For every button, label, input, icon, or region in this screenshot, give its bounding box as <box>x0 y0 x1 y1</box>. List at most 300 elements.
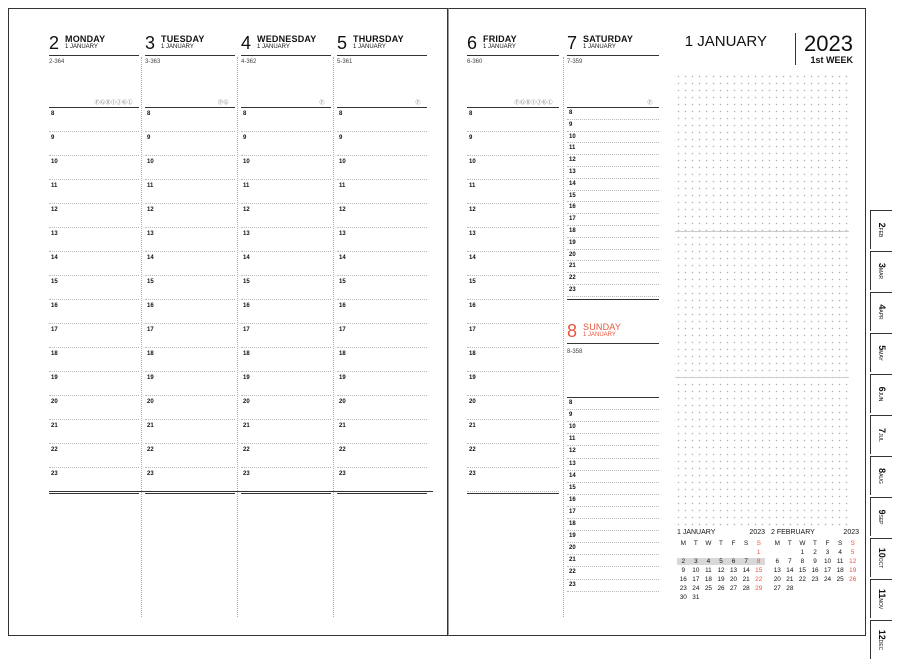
calendar-day: 1 <box>756 549 761 556</box>
hour-line <box>567 566 659 567</box>
hour-label: 9 <box>51 135 55 141</box>
day-month: 1 JANUARY <box>65 44 98 50</box>
hour-label: 17 <box>569 508 576 515</box>
moon-phase-icons: Ⓕ <box>415 100 421 106</box>
day-count: 4-362 <box>241 59 257 65</box>
hour-label: 10 <box>469 159 476 165</box>
calendar-day: 23 <box>811 576 819 583</box>
month-tab[interactable] <box>870 374 892 413</box>
hour-line <box>567 433 659 434</box>
hour-line <box>145 299 235 300</box>
calendar-day <box>715 549 728 556</box>
hour-line <box>145 467 235 468</box>
hour-label: 17 <box>243 327 250 333</box>
mini-calendar-title <box>677 529 765 536</box>
hour-label: 12 <box>243 207 250 213</box>
hour-label: 11 <box>569 145 576 152</box>
notes-divider <box>675 231 849 232</box>
calendar-day: 9 <box>813 558 817 565</box>
calendar-day: 3 <box>825 549 830 556</box>
hour-block-top <box>145 107 235 108</box>
calendar-day: 15 <box>798 567 806 574</box>
hour-line <box>567 579 659 580</box>
hour-label: 9 <box>147 135 151 141</box>
hour-label: 22 <box>243 447 250 453</box>
month-tab[interactable] <box>870 620 892 659</box>
month-tab[interactable] <box>870 333 892 372</box>
hour-line <box>49 371 139 372</box>
hour-label: 13 <box>243 231 250 237</box>
hour-line <box>145 443 235 444</box>
hour-line <box>49 467 139 468</box>
right-page <box>448 8 866 636</box>
weekday-header: M <box>774 540 780 547</box>
hour-label: 23 <box>51 471 58 477</box>
calendar-day: 4 <box>838 549 842 556</box>
hour-block-bottom <box>49 493 139 494</box>
day-name: THURSDAY <box>353 34 404 44</box>
hour-line <box>241 275 331 276</box>
day-count: 5-361 <box>337 59 353 65</box>
moon-phase-icons: ⒻⒼⒽⒾⒿⓀⓁ <box>94 100 133 106</box>
hour-label: 14 <box>51 255 58 261</box>
hour-line <box>49 443 139 444</box>
hour-line <box>467 395 559 396</box>
mini-calendar-title <box>771 529 859 536</box>
day-header-rule <box>467 55 559 56</box>
hour-line <box>567 237 659 238</box>
hour-line <box>567 249 659 250</box>
day-count: 6-360 <box>467 59 483 65</box>
hour-label: 20 <box>243 399 250 405</box>
hour-line <box>567 119 659 120</box>
day-name: FRIDAY <box>483 34 517 44</box>
mini-calendar-year: 2023 <box>749 529 765 536</box>
calendar-day: 19 <box>849 567 857 574</box>
hour-line <box>49 275 139 276</box>
hour-label: 23 <box>339 471 346 477</box>
month-tab-abbr: NOV <box>876 598 883 610</box>
calendar-day <box>834 585 847 592</box>
hour-label: 21 <box>569 263 576 270</box>
month-tab-abbr: DEC <box>876 639 883 651</box>
calendar-day: 24 <box>824 576 832 583</box>
month-tab-abbr: AUG <box>876 473 883 484</box>
hour-line <box>337 131 427 132</box>
hour-label: 14 <box>569 472 576 479</box>
calendar-day: 8 <box>752 558 765 565</box>
hour-line <box>567 296 659 297</box>
hour-label: 19 <box>469 375 476 381</box>
weekday-header: T <box>719 540 723 547</box>
weekday-header: F <box>731 540 736 547</box>
hour-line <box>567 482 659 483</box>
hour-line <box>567 470 659 471</box>
hour-line <box>145 395 235 396</box>
calendar-day: 6 <box>727 558 740 565</box>
day-column <box>49 9 139 635</box>
hour-label: 21 <box>243 423 250 429</box>
calendar-day: 25 <box>704 585 712 592</box>
hour-line <box>337 227 427 228</box>
hour-label: 14 <box>469 255 476 261</box>
hour-label: 17 <box>339 327 346 333</box>
hour-line <box>49 179 139 180</box>
hour-label: 8 <box>569 400 573 406</box>
hour-label: 23 <box>569 581 576 588</box>
hour-label: 11 <box>339 183 346 189</box>
hour-label: 23 <box>147 471 154 477</box>
hour-line <box>145 179 235 180</box>
hour-label: 19 <box>147 375 154 381</box>
month-tab-label: 8AUG <box>876 468 887 484</box>
month-tab-label: 11NOV <box>876 588 887 610</box>
calendar-day: 27 <box>730 585 738 592</box>
hour-label: 8 <box>51 111 55 117</box>
hour-block-top <box>567 397 659 398</box>
calendar-day <box>809 585 822 592</box>
weekday-header: W <box>705 540 712 547</box>
day-name: MONDAY <box>65 34 106 44</box>
month-tab[interactable] <box>870 251 892 290</box>
hour-line <box>241 371 331 372</box>
left-page <box>8 8 448 636</box>
hour-line <box>567 201 659 202</box>
day-number: 5 <box>337 33 348 53</box>
hour-label: 16 <box>569 496 576 503</box>
hour-label: 13 <box>51 231 58 237</box>
hour-label: 11 <box>243 183 250 189</box>
hour-label: 16 <box>469 303 476 309</box>
hour-line <box>567 494 659 495</box>
hour-label: 14 <box>569 180 576 187</box>
dot-grid-notes <box>675 73 849 529</box>
calendar-day <box>784 549 797 556</box>
hour-label: 19 <box>569 239 576 246</box>
hour-label: 13 <box>569 169 576 175</box>
hour-line <box>467 467 559 468</box>
hour-label: 13 <box>339 231 346 237</box>
day-header-rule <box>49 55 139 56</box>
day-number: 6 <box>467 33 478 53</box>
calendar-day <box>727 549 740 556</box>
hour-line <box>337 395 427 396</box>
calendar-day <box>690 549 703 556</box>
calendar-day: 20 <box>773 576 781 583</box>
hour-label: 12 <box>51 207 58 213</box>
hour-line <box>567 530 659 531</box>
calendar-day: 1 <box>800 549 805 556</box>
hour-label: 12 <box>569 448 576 455</box>
moon-phase-icons: ⒻⒼⒽⒾⒿⓀⓁ <box>514 100 553 106</box>
hour-label: 16 <box>569 204 576 211</box>
weekday-header: T <box>693 540 698 547</box>
day-number: 7 <box>567 33 578 53</box>
hour-label: 21 <box>469 423 476 429</box>
hour-label: 12 <box>569 157 576 164</box>
calendar-day <box>702 549 715 556</box>
hour-line <box>467 251 559 252</box>
calendar-day <box>727 594 740 601</box>
calendar-day: 30 <box>679 594 687 601</box>
hour-label: 19 <box>339 375 346 381</box>
hour-label: 13 <box>469 231 476 237</box>
hour-line <box>49 155 139 156</box>
hour-line <box>467 179 559 180</box>
calendar-day: 5 <box>850 549 855 556</box>
hour-label: 22 <box>469 447 476 453</box>
hour-line <box>467 443 559 444</box>
hour-label: 10 <box>569 424 576 431</box>
column-separator <box>141 57 142 617</box>
hour-line <box>145 203 235 204</box>
calendar-day <box>821 585 834 592</box>
hour-line <box>337 155 427 156</box>
calendar-day: 11 <box>705 567 712 574</box>
hour-line <box>241 203 331 204</box>
calendar-day: 2 <box>813 549 817 556</box>
hour-line <box>241 227 331 228</box>
hour-line <box>567 554 659 555</box>
calendar-day <box>771 549 784 556</box>
hour-label: 17 <box>569 216 576 223</box>
day-header-rule <box>337 55 427 56</box>
calendar-day: 14 <box>786 567 794 574</box>
hour-label: 20 <box>569 545 576 552</box>
hour-label: 11 <box>51 183 58 189</box>
hour-label: 23 <box>569 287 576 293</box>
hour-line <box>49 251 139 252</box>
hour-label: 22 <box>51 447 58 453</box>
hour-label: 11 <box>569 436 576 443</box>
hour-label: 22 <box>569 275 576 282</box>
calendar-day: 10 <box>692 567 700 574</box>
hour-block-bottom <box>145 493 235 494</box>
hour-label: 21 <box>147 423 154 429</box>
hour-label: 8 <box>243 111 247 117</box>
hour-label: 16 <box>339 303 346 309</box>
calendar-day: 26 <box>717 585 725 592</box>
calendar-day: 14 <box>742 567 750 574</box>
hour-line <box>49 299 139 300</box>
month-tab[interactable] <box>870 415 892 454</box>
weekday-header: S <box>850 540 855 547</box>
hour-label: 8 <box>469 111 473 117</box>
calendar-day: 21 <box>742 576 750 583</box>
hour-label: 11 <box>147 183 154 189</box>
hour-line <box>337 323 427 324</box>
calendar-day: 9 <box>681 567 686 574</box>
calendar-day: 23 <box>679 585 687 592</box>
calendar-day: 13 <box>773 567 781 574</box>
calendar-day <box>752 594 765 601</box>
month-tab-abbr: JUN <box>876 391 883 402</box>
hour-line <box>567 142 659 143</box>
day-number: 4 <box>241 33 252 53</box>
month-tab-label: 12DEC <box>876 629 887 651</box>
column-separator <box>333 57 334 617</box>
hour-label: 9 <box>469 135 473 141</box>
hour-label: 16 <box>147 303 154 309</box>
hour-line <box>467 491 559 492</box>
hour-label: 22 <box>339 447 346 453</box>
calendar-day: 17 <box>824 567 832 574</box>
month-tab[interactable] <box>870 292 892 331</box>
hour-line <box>567 213 659 214</box>
hour-line <box>49 227 139 228</box>
hour-label: 9 <box>569 121 573 128</box>
hour-label: 14 <box>147 255 154 261</box>
page-bottom-rule <box>49 491 433 492</box>
day-column <box>467 9 559 635</box>
hour-line <box>467 275 559 276</box>
hour-line <box>241 179 331 180</box>
hour-block-bottom <box>337 493 427 494</box>
calendar-day: 7 <box>788 558 792 565</box>
calendar-day <box>740 549 753 556</box>
hour-label: 18 <box>339 351 346 357</box>
mini-calendar-month: 1 JANUARY <box>677 529 716 536</box>
day-month: 1 JANUARY <box>161 44 194 50</box>
hour-label: 14 <box>339 255 346 261</box>
hour-line <box>567 225 659 226</box>
day-column <box>145 9 235 635</box>
hour-label: 20 <box>339 399 346 405</box>
hour-line <box>145 323 235 324</box>
calendar-day: 25 <box>836 576 844 583</box>
hour-label: 18 <box>569 228 576 234</box>
header-divider <box>795 33 796 65</box>
hour-block-bottom <box>241 493 331 494</box>
weekday-header: M <box>680 540 686 547</box>
calendar-day <box>715 594 728 601</box>
month-tab-abbr: MAR <box>876 267 883 280</box>
hour-label: 18 <box>569 521 576 527</box>
month-tab[interactable] <box>870 538 892 577</box>
hour-block-top <box>567 107 659 108</box>
calendar-day: 12 <box>849 558 857 565</box>
calendar-day: 31 <box>692 594 700 601</box>
hour-line <box>337 179 427 180</box>
hour-label: 12 <box>147 207 154 213</box>
month-tab-abbr: OCT <box>876 557 883 569</box>
hour-label: 19 <box>243 375 250 381</box>
hour-line <box>241 323 331 324</box>
day-number: 8 <box>567 321 578 341</box>
hour-label: 15 <box>469 279 476 285</box>
hour-line <box>337 419 427 420</box>
hour-line <box>145 275 235 276</box>
header-date: 1 JANUARY <box>684 33 767 50</box>
day-count: 2-364 <box>49 59 65 65</box>
hour-label: 9 <box>569 412 573 419</box>
hour-line <box>567 458 659 459</box>
day-header-rule <box>567 343 659 344</box>
hour-block-bottom <box>567 299 659 300</box>
month-tab[interactable] <box>870 579 892 618</box>
hour-line <box>241 467 331 468</box>
hour-line <box>337 371 427 372</box>
hour-block-top <box>337 107 427 108</box>
month-tab[interactable] <box>870 210 892 249</box>
hour-line <box>241 155 331 156</box>
hour-label: 20 <box>147 399 154 405</box>
calendar-day: 16 <box>811 567 819 574</box>
month-tabs <box>870 210 892 661</box>
mini-calendar-grid <box>771 540 859 592</box>
hour-label: 15 <box>569 192 576 199</box>
hour-line <box>467 299 559 300</box>
hour-label: 19 <box>569 533 576 540</box>
month-tab[interactable] <box>870 497 892 536</box>
hour-line <box>241 347 331 348</box>
hour-line <box>145 131 235 132</box>
day-name: SUNDAY <box>583 322 622 332</box>
hour-label: 10 <box>569 133 576 140</box>
hour-line <box>567 166 659 167</box>
hour-label: 12 <box>339 207 346 213</box>
hour-line <box>49 323 139 324</box>
hour-line <box>337 251 427 252</box>
calendar-day: 2 <box>677 558 690 565</box>
hour-line <box>567 284 659 285</box>
hour-label: 15 <box>243 279 250 285</box>
day-month: 1 JANUARY <box>583 332 616 338</box>
hour-line <box>49 203 139 204</box>
day-column <box>241 9 331 635</box>
hour-line <box>241 299 331 300</box>
month-tab-abbr: MAY <box>876 350 883 361</box>
calendar-day: 8 <box>800 558 805 565</box>
hour-label: 10 <box>147 159 154 165</box>
hour-line <box>467 347 559 348</box>
calendar-day: 18 <box>704 576 712 583</box>
moon-phase-icons: ⒻⒼ <box>217 100 229 106</box>
day-name: WEDNESDAY <box>257 34 317 44</box>
month-tab-abbr: APR <box>876 309 883 320</box>
day-number: 3 <box>145 33 156 53</box>
hour-line <box>467 155 559 156</box>
hour-line <box>467 419 559 420</box>
hour-line <box>567 445 659 446</box>
day-name: TUESDAY <box>161 34 205 44</box>
month-tab-label: 3MAR <box>876 262 887 280</box>
hour-line <box>567 591 659 592</box>
hour-label: 15 <box>569 484 576 491</box>
hour-line <box>467 371 559 372</box>
day-count: 7-359 <box>567 59 583 65</box>
hour-line <box>567 131 659 132</box>
hour-label: 10 <box>51 159 58 165</box>
hour-line <box>567 421 659 422</box>
calendar-day: 22 <box>755 576 763 583</box>
mini-calendar <box>677 529 765 601</box>
header-year: 2023 <box>804 31 853 56</box>
day-header-rule <box>145 55 235 56</box>
day-header-rule <box>567 55 659 56</box>
calendar-day: 28 <box>742 585 750 592</box>
hour-label: 21 <box>569 557 576 564</box>
day-header-rule <box>241 55 331 56</box>
mini-calendar-year: 2023 <box>843 529 859 536</box>
mini-calendar-grid <box>677 540 765 601</box>
month-tab-label: 9SEP <box>876 509 887 525</box>
hour-block-bottom <box>467 493 559 494</box>
weekday-header: S <box>756 540 761 547</box>
header-week: 1st WEEK <box>810 55 853 65</box>
calendar-day: 21 <box>786 576 794 583</box>
month-tab[interactable] <box>870 456 892 495</box>
